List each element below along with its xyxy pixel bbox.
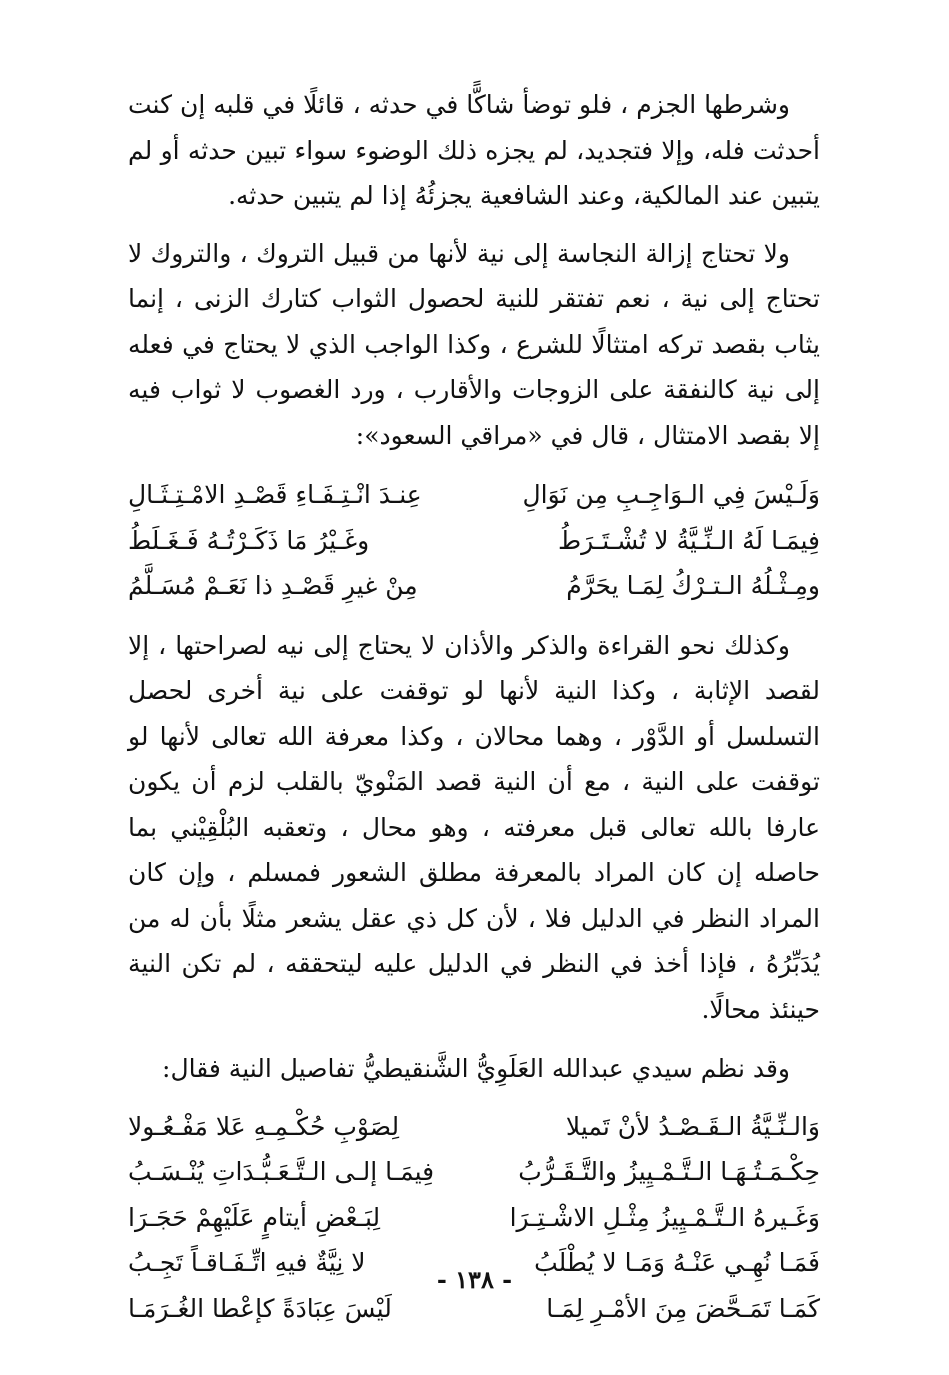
verse-first-hemistich: وَغَـيرهُ الـتَّـمْـيِيزُ مِثْـلِ الاشْـتِـرَا (509, 1202, 820, 1232)
poem-verse (128, 472, 820, 518)
verse-first-hemistich: وَلَـيْسَ فِي الـوَاجِـبِ مِن نَوَالِ (522, 480, 820, 509)
verse-first-hemistich: ومِـثْـلُهُ الـتـرْكُ لِمَـا يحَرَّمُ (566, 571, 820, 600)
verse-second-hemistich: لا نِيَّةٌ فيهِ اتِّـفَـاقـاً تَجِـبُ (128, 1248, 366, 1277)
paragraph-intention-condition: وشرطها الجزم ، فلو توضأ شاكًّا في حدثه ، قائلًا في قلبه إن كنت أحدثت فله، وإلا فتجديد، لم يجزه ذلك الوضوء سواء تبين حدثه أو لم يتبين عند المالكية، وعند الشافعية يجزئُهُ إذا لم يتبين حدثه. (128, 90, 820, 210)
page-number: - ١٣٨ - (436, 1265, 513, 1294)
verse-second-hemistich: مِنْ غيرِ قَصْـدِ ذا نَعَـمْ مُسَـلَّمُ (128, 571, 418, 600)
verse-first-hemistich: فَمَـا نُهِـي عَنْـهُ وَمَـا لا يُطْلَبُ (534, 1248, 820, 1277)
poem-maraqi-al-suud (128, 472, 820, 609)
verse-first-hemistich: حِكْـمَـتُـهَـا الـتَّـمْـيِيزُ والتَّـقَـرُّبُ (518, 1157, 820, 1186)
paragraph-poem-introduction: وقد نظم سيدي عبدالله العَلَوِيُّ الشَّنقيطيُّ تفاصيل النية فقال: (162, 1054, 790, 1083)
poem-verse (128, 563, 820, 609)
poem-verse (128, 518, 820, 564)
verse-second-hemistich: وغَـيْرُ مَا ذَكَـرْتُـهُ فَـغَـلَطُ (128, 525, 370, 555)
poem-verse (128, 1149, 820, 1195)
page-body (128, 82, 820, 1331)
poem-verse (128, 1195, 820, 1241)
poem-verse (128, 1104, 820, 1150)
verse-first-hemistich: فِيمَـا لَهُ الـنِّـيَّةُ لا تُشْـتَـرَطُ (557, 525, 820, 555)
verse-first-hemistich: كَمَـا تَمَـحَّضَ مِنَ الأمْـرِ لِمَـا (546, 1293, 820, 1323)
verse-second-hemistich: لَيْسَ عِبَادَةً كإعْطا الغُـرَمَـا (128, 1293, 392, 1323)
paragraph-recitation-and-dhikr: وكذلك نحو القراءة والذكر والأذان لا يحتاج إلى نيه لصراحتها ، إلا لقصد الإثابة ، وكذا النية لأنها لو توقفت على نية أخرى لحصل التسلسل أو الدَّوْر ، وهما محالان ، وكذا معرفة الله تعالى لأنها لو توقفت على النية ، مع أن النية قصد المَنْويّ بالقلب لزم أن يكون عارفا بالله تعالى قبل معرفته ، وهو محال ، وتعقبه البُلْقِيْني بما حاصله إن كان المراد بالمعرفة مطلق الشعور فمسلم ، وإن كان المراد النظر في الدليل فلا ، لأن كل ذي عقل يشعر مثلًا بأن له من يُدَبِّرُهُ ، فإذا أخذ في النظر في الدليل عليه ليتحققه ، لم تكن النية حينئذ محالًا. (128, 630, 820, 1024)
verse-first-hemistich: وَالـنِّـيَّةُ الـقَـصْـدُ لأنْ تَميلا (565, 1111, 820, 1141)
verse-second-hemistich: لِصَوْبِ حُكْـمِـهِ عَلا مَفْـعُـولا (128, 1111, 400, 1141)
verse-second-hemistich: عِنـدَ انْـتِـفَـاءِ قَصْـدِ الامْـتِـثَـالِ (128, 480, 422, 509)
verse-second-hemistich: لِبَـعْضِ أيتامٍ عَلَيْهِمْ حَجَـرَا (128, 1202, 381, 1232)
paragraph-removing-impurity: ولا تحتاج إزالة النجاسة إلى نية لأنها من قبيل التروك ، والتروك لا تحتاج إلى نية ، نعم تفتقر للنية لحصول الثواب كتارك الزنى ، إنما يثاب بقصد تركه امتثالًا للشرع ، وكذا الواجب الذي لا يحتاج في فعله إلى نية كالنفقة على الزوجات والأقارب ، ورد الغصوب لا ثواب فيه إلا بقصد الامتثال ، قال في «مراقي السعود»: (128, 238, 820, 450)
poem-intention-details (128, 1104, 820, 1332)
verse-second-hemistich: فِيمَـا إلـى الـتَّـعَـبُّـدَاتِ يُنْـسَـبُ (128, 1157, 435, 1186)
